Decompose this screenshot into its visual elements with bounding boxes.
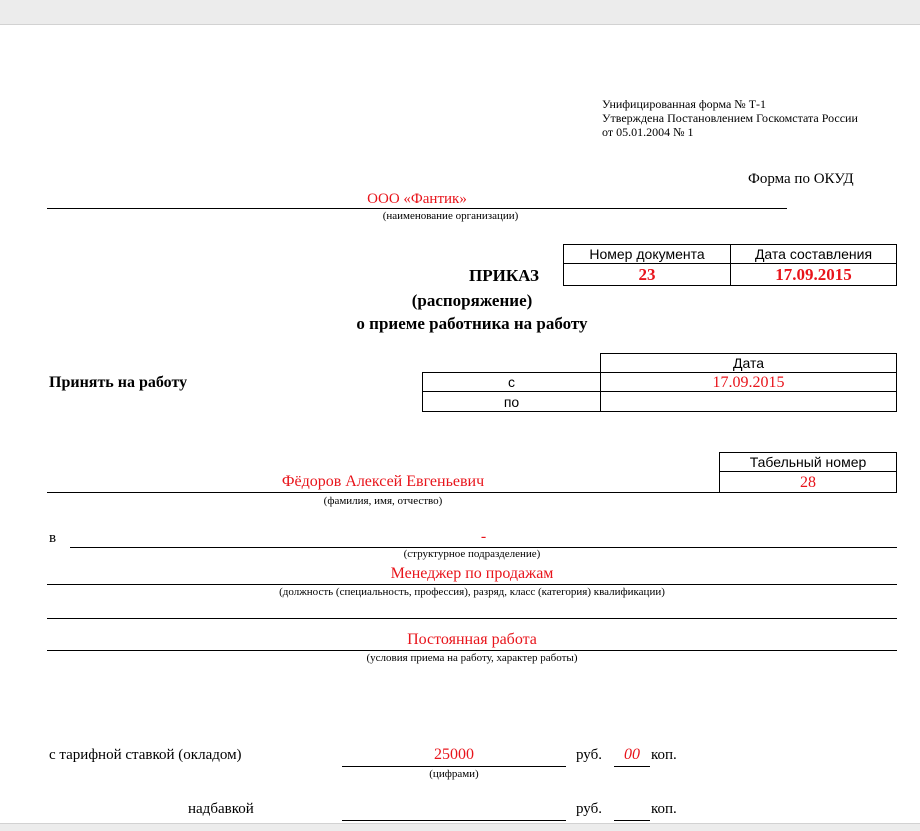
order-subtitle: (распоряжение)	[411, 291, 533, 310]
order-title: ПРИКАЗ	[469, 266, 539, 285]
hire-date-header: Дата	[600, 353, 897, 373]
organization-line	[47, 208, 787, 209]
salary-caption: (цифрами)	[429, 768, 479, 780]
employee-name-line	[47, 492, 719, 493]
employee-name-caption: (фамилия, имя, отчество)	[323, 495, 443, 507]
hire-to-value	[600, 391, 897, 412]
doc-number-value: 23	[563, 263, 731, 286]
form-info	[602, 97, 902, 139]
bonus-label: надбавкой	[188, 801, 254, 817]
bonus-kop-label: коп.	[651, 801, 677, 817]
hire-to-label: по	[422, 391, 601, 412]
okud-label: Форма по ОКУД	[748, 171, 854, 187]
employee-name: Фёдоров Алексей Евгеньевич	[281, 473, 485, 490]
salary-kop-label: коп.	[651, 747, 677, 763]
conditions-line	[47, 650, 897, 651]
salary-kop-line	[614, 766, 650, 767]
department-prefix: в	[49, 530, 57, 546]
tab-number-value: 28	[719, 471, 897, 493]
bonus-kop-line	[614, 820, 650, 821]
form-line-3: от 05.01.2004 № 1	[602, 125, 694, 139]
order-purpose: о приеме работника на работу	[356, 314, 588, 333]
position-extra-line	[47, 618, 897, 619]
salary-rub-line	[342, 766, 566, 767]
salary-kop-value: 00	[624, 746, 640, 763]
position-value: Менеджер по продажам	[390, 565, 554, 582]
salary-label: с тарифной ставкой (окладом)	[49, 747, 242, 763]
department-caption: (структурное подразделение)	[403, 548, 541, 560]
department-value: -	[480, 528, 487, 545]
conditions-value: Постоянная работа	[407, 631, 537, 648]
hire-from-label: с	[422, 372, 601, 392]
doc-date-header: Дата составления	[730, 244, 897, 264]
bonus-rub-label: руб.	[576, 801, 602, 817]
position-caption: (должность (специальность, профессия), разряд, класс (категория) квалификации)	[279, 586, 665, 598]
conditions-caption: (условия приема на работу, характер работы)	[366, 652, 578, 664]
tab-number-header: Табельный номер	[719, 452, 897, 472]
salary-rub-value: 25000	[434, 746, 474, 763]
organization-caption: (наименование организации)	[382, 210, 519, 222]
hire-label: Принять на работу	[49, 374, 188, 391]
viewer-toolbar	[0, 0, 920, 25]
organization-name: ООО «Фантик»	[367, 191, 467, 207]
hire-from-value: 17.09.2015	[600, 372, 897, 392]
doc-date-value: 17.09.2015	[730, 263, 897, 286]
form-line-1: Унифицированная форма № Т-1	[602, 97, 767, 111]
form-line-2: Утверждена Постановлением Госкомстата России	[602, 111, 858, 125]
position-line	[47, 584, 897, 585]
bonus-rub-line	[342, 820, 566, 821]
doc-number-header: Номер документа	[563, 244, 731, 264]
salary-rub-label: руб.	[576, 747, 602, 763]
